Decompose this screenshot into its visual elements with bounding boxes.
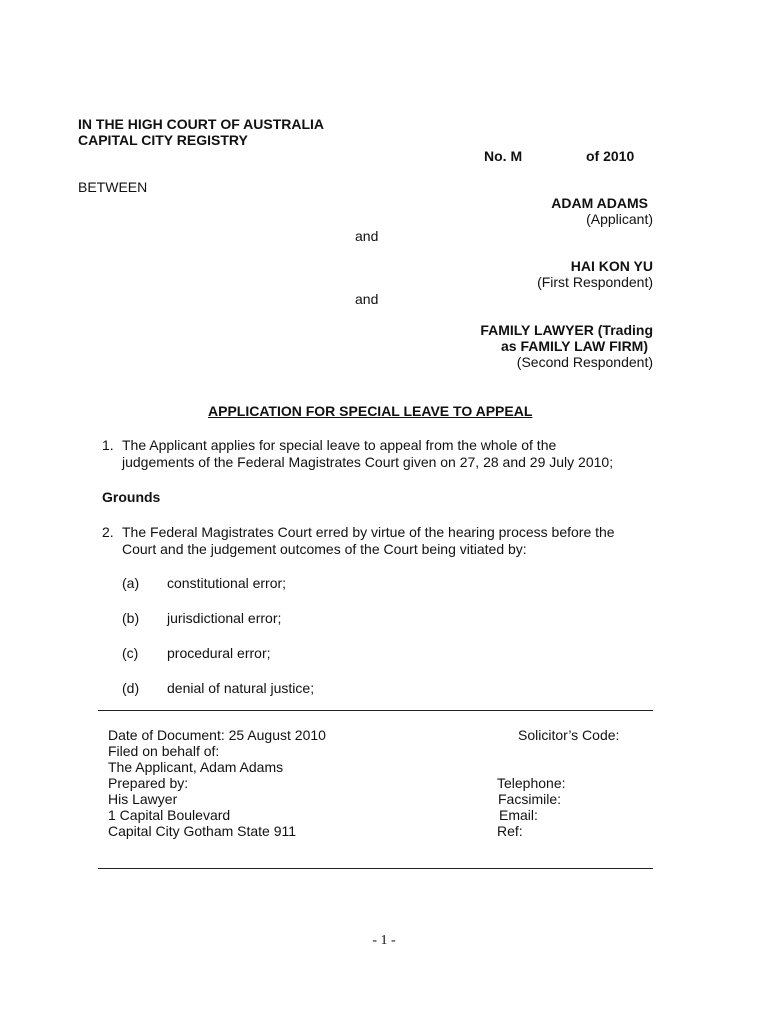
first-respondent-role: (First Respondent) bbox=[537, 274, 653, 290]
paragraph-1-line1: The Applicant applies for special leave to appeal from the whole of the bbox=[122, 437, 557, 453]
paragraph-2-line1: The Federal Magistrates Court erred by virtue of the hearing process before the bbox=[122, 524, 615, 540]
ground-label-b: (b) bbox=[122, 610, 140, 626]
case-number-label: No. M bbox=[484, 148, 523, 164]
registry-name: CAPITAL CITY REGISTRY bbox=[78, 132, 248, 148]
applicant-role: (Applicant) bbox=[586, 211, 653, 227]
grounds-heading: Grounds bbox=[102, 489, 161, 505]
first-respondent-name: HAI KON YU bbox=[570, 258, 653, 274]
document-title: APPLICATION FOR SPECIAL LEAVE TO APPEAL bbox=[208, 403, 533, 419]
date-of-document: Date of Document: 25 August 2010 bbox=[108, 727, 326, 743]
and-connector-1: and bbox=[355, 228, 379, 244]
paragraph-1-number: 1. bbox=[102, 437, 114, 453]
page-number: - 1 - bbox=[372, 933, 396, 948]
ground-label-d: (d) bbox=[122, 680, 140, 696]
court-name: IN THE HIGH COURT OF AUSTRALIA bbox=[78, 116, 325, 132]
ground-text-c: procedural error; bbox=[167, 645, 271, 661]
footer-top-rule bbox=[98, 710, 653, 711]
paragraph-2-number: 2. bbox=[102, 524, 114, 540]
preparer-name: His Lawyer bbox=[108, 791, 178, 807]
paragraph-2-line2: Court and the judgement outcomes of the Court being vitiated by: bbox=[122, 541, 527, 557]
filed-party: The Applicant, Adam Adams bbox=[108, 759, 284, 775]
ground-text-d: denial of natural justice; bbox=[167, 680, 315, 696]
ref-label: Ref: bbox=[497, 823, 523, 839]
telephone-label: Telephone: bbox=[497, 775, 566, 791]
facsimile-label: Facsimile: bbox=[498, 791, 562, 807]
case-year: of 2010 bbox=[586, 148, 635, 164]
paragraph-1-line2: judgements of the Federal Magistrates Court given on 27, 28 and 29 July 2010; bbox=[122, 454, 614, 470]
address-line-2: Capital City Gotham State 911 bbox=[108, 823, 297, 839]
filed-on-behalf-label: Filed on behalf of: bbox=[108, 743, 220, 759]
prepared-by-label: Prepared by: bbox=[108, 775, 189, 791]
applicant-name: ADAM ADAMS bbox=[551, 195, 648, 211]
second-respondent-role: (Second Respondent) bbox=[516, 354, 653, 370]
solicitors-code-label: Solicitor’s Code: bbox=[518, 727, 620, 743]
ground-label-a: (a) bbox=[122, 575, 140, 591]
address-line-1: 1 Capital Boulevard bbox=[108, 807, 231, 823]
ground-label-c: (c) bbox=[122, 645, 139, 661]
between-label: BETWEEN bbox=[78, 179, 148, 195]
second-respondent-name-line2: as FAMILY LAW FIRM) bbox=[500, 338, 648, 354]
second-respondent-name-line1: FAMILY LAWYER (Trading bbox=[480, 322, 653, 338]
email-label: Email: bbox=[499, 807, 538, 823]
footer-bottom-rule bbox=[98, 868, 653, 869]
ground-text-b: jurisdictional error; bbox=[167, 610, 282, 626]
ground-text-a: constitutional error; bbox=[167, 575, 287, 591]
and-connector-2: and bbox=[355, 291, 379, 307]
